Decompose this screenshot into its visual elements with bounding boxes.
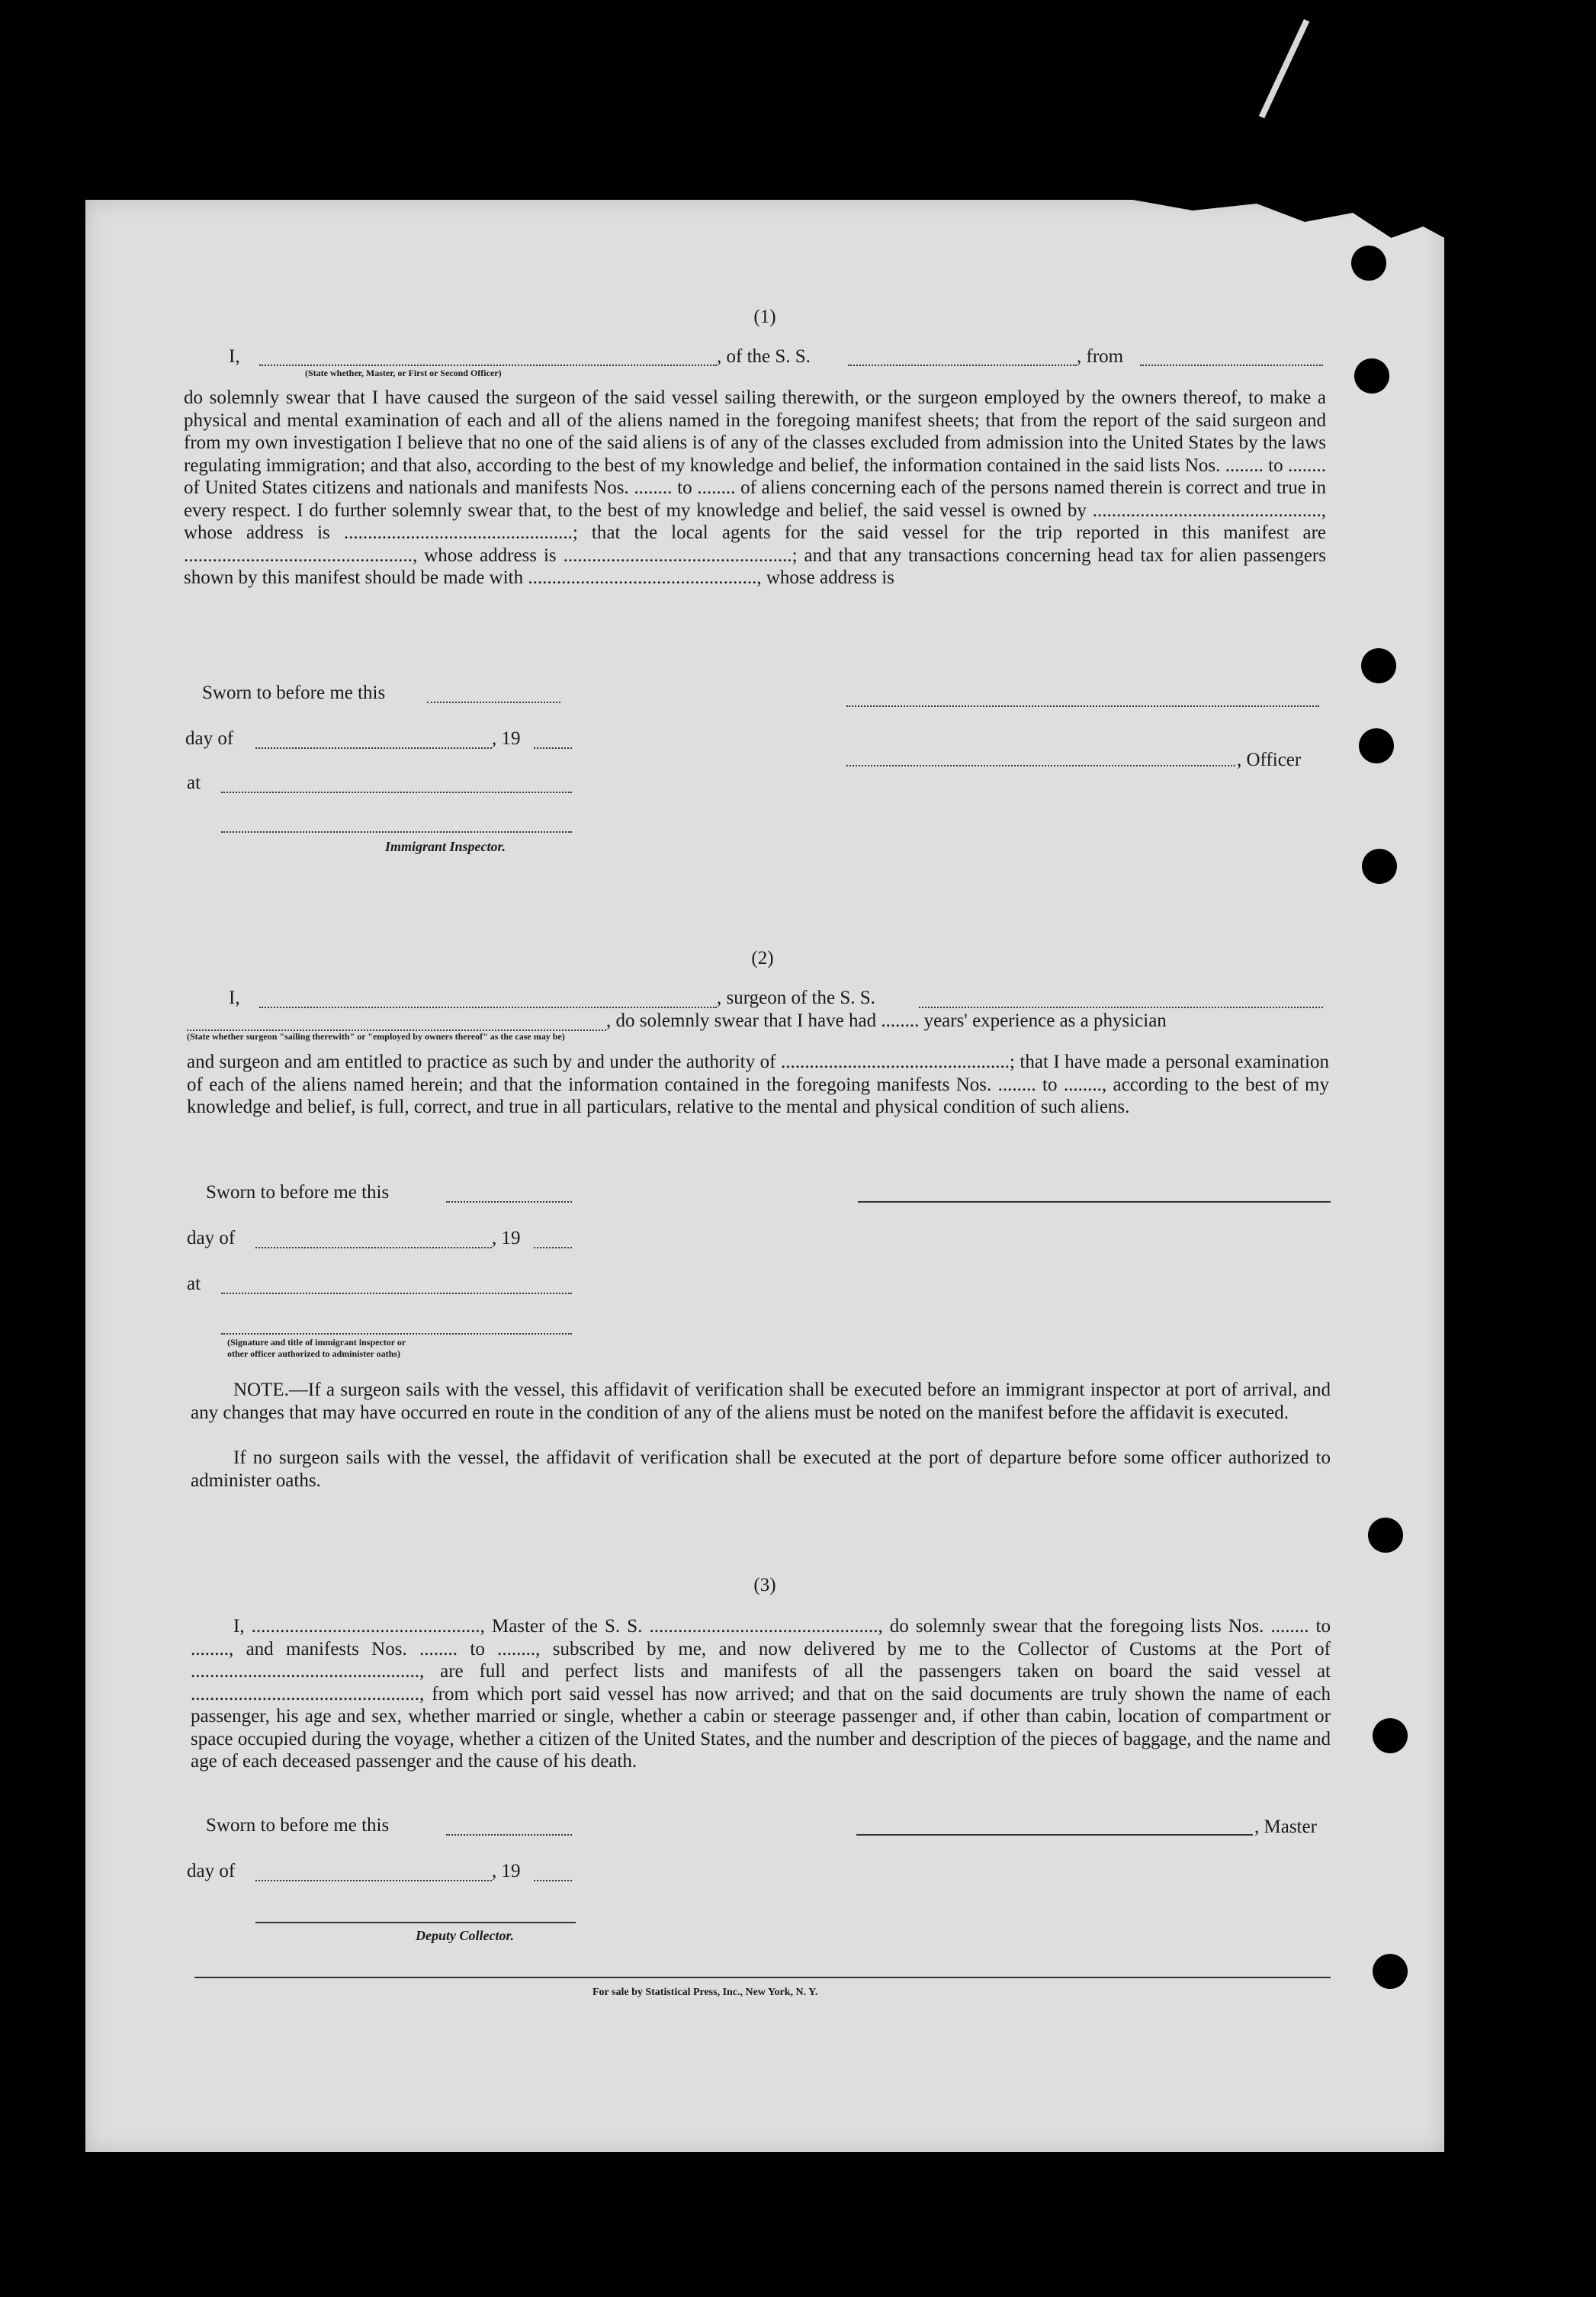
s1-officer-hint: (State whether, Master, or First or Second Officer) [305,368,502,378]
s1-oath-text: do solemnly swear that I have caused the surgeon of the said vessel sailing therewith, or the surgeon employed by the owners thereof, to make a physical and mental examination of each and all of the aliens named in the foregoing manifest sheets; that from the report of the said surgeon and from my own investigation I believe that no one of the said aliens is of any of the classes excluded from admission into the United States by the laws regulating immigration; and that also, according to the best of my knowledge and belief, the information contained in the said lists Nos. ........ to ........ of United States citizens and nationals and manifests Nos. ........ to ........ of aliens concerning each of the persons named therein is correct and true in every respect. I do further solemnly swear that, to the best of my knowledge and belief, the said vessel is owned by ................................................, whose address is ................................................; that the local agents for the said vessel for the trip reported in this manifest are ................................................, whose address is ................................................; and that any transactions concerning head tax for alien passengers shown by this manifest should be made with ................................................, whose address is [184,387,1326,588]
departure-port-field[interactable] [1140,365,1323,366]
s2-month-field[interactable] [255,1247,492,1248]
s3-master-label: , Master [1254,1817,1317,1837]
officer-signature-field-1[interactable] [846,705,1319,707]
s3-collector-label: Deputy Collector. [416,1928,514,1943]
s2-i-label: I, [229,988,240,1008]
s1-i-label: I, [229,346,240,367]
s1-day-of-label: day of [185,728,234,749]
s2-vessel-field[interactable] [919,1007,1323,1008]
punch-hole [1351,246,1386,281]
s1-at-label: at [187,773,201,793]
s1-officer-label: , Officer [1237,750,1302,770]
s3-oath-text: I, ................................................, Master of the S. S. ................................................, do solemnly swear that the foregoing lists Nos. ........ to ........, and manifests Nos. ........ to ........, subscribed by me, and now delivered by me to the Collector of Customs at the Port of ................................................, are full and perfect lists and manifests of all the passengers taken on board the said vessel at ................................................, from which port said vessel has now arrived; and that on the said documents are truly shown the name of each passenger, his age and sex, whether married or single, whether a cabin or steerage passenger and, if other than cabin, location of compartment or space occupied during the voyage, whether a citizen of the United States, and the number and description of the pieces of baggage, and the name and age of each deceased passenger and the cause of his death. [191,1616,1331,1772]
officer-signature-field-2[interactable] [846,765,1235,766]
punch-hole [1362,849,1397,884]
section-3-number: (3) [753,1575,776,1595]
s2-years-text: , do solemnly swear that I have had ........ years' experience as a physician [606,1010,1167,1031]
note-paragraph-2: If no surgeon sails with the vessel, the affidavit of verification shall be executed at the port of departure before some officer authorized to administer oaths. [191,1447,1331,1491]
s2-sworn-date-field[interactable] [446,1201,572,1203]
s1-place-field[interactable] [221,792,572,793]
vessel-name-field[interactable] [848,365,1077,366]
note-paragraph-1: NOTE.—If a surgeon sails with the vessel, this affidavit of verification shall be executed before an immigrant inspector at port of arrival, and any changes that may have occurred en route in the condition of any of the aliens must be noted on the manifest before the affidavit is executed. [191,1380,1331,1423]
printer-imprint: For sale by Statistical Press, Inc., New York, N. Y. [592,1987,818,1998]
s2-place-field[interactable] [221,1293,572,1294]
s1-from-label: , from [1077,346,1124,367]
s1-inspector-label: Immigrant Inspector. [385,839,506,854]
collector-signature-field[interactable] [255,1922,576,1923]
s1-year-label: , 19 [492,728,521,749]
punch-hole [1354,358,1389,394]
s3-day-of-label: day of [187,1861,236,1881]
s2-sig-hint-1: (Signature and title of immigrant inspector or [227,1337,406,1348]
s1-year-field[interactable] [534,747,572,749]
s2-at-label: at [187,1274,201,1294]
s3-sworn-date-field[interactable] [446,1834,572,1836]
s2-capacity-hint: (State whether surgeon "sailing therewith" or "employed by owners thereof" as the case may be) [187,1031,565,1042]
s1-month-field[interactable] [255,747,492,749]
s2-sworn-label: Sworn to before me this [206,1182,390,1203]
s1-sworn-date-field[interactable] [427,702,560,703]
section-1-number: (1) [753,307,776,327]
section-2-number: (2) [751,948,774,969]
s1-of-ss-label: , of the S. S. [717,346,811,367]
inspector-signature-field[interactable] [221,831,572,833]
s3-year-label: , 19 [492,1861,521,1881]
s2-surgeon-of-label: , surgeon of the S. S. [717,988,875,1008]
punch-hole [1359,728,1394,763]
punch-hole [1373,1718,1408,1753]
s2-signature-field[interactable] [221,1333,572,1335]
s2-day-of-label: day of [187,1228,236,1248]
master-signature-field[interactable] [856,1834,1253,1836]
surgeon-name-field[interactable] [259,1007,717,1008]
s3-month-field[interactable] [255,1880,492,1881]
s2-year-field[interactable] [534,1247,572,1248]
s3-year-field[interactable] [534,1880,572,1881]
s2-year-label: , 19 [492,1228,521,1248]
pen-mark [1259,19,1309,118]
footer-rule [194,1977,1331,1978]
punch-hole [1368,1518,1403,1553]
punch-hole [1373,1954,1408,1989]
s1-sworn-label: Sworn to before me this [202,683,386,703]
surgeon-signature-field[interactable] [858,1201,1331,1203]
punch-hole [1361,648,1396,683]
s3-sworn-label: Sworn to before me this [206,1815,390,1836]
officer-name-field[interactable] [259,365,717,366]
s2-sig-hint-2: other officer authorized to administer oaths) [227,1348,400,1359]
s2-oath-text: and surgeon and am entitled to practice as such by and under the authority of ................................................; that I have made a personal examination of each of the aliens named herein; and that the information contained in the foregoing manifests Nos. ........ to ........, according to the best of my knowledge and belief, is full, correct, and true in all particulars, relative to the mental and physical condition of such aliens. [187,1052,1329,1117]
